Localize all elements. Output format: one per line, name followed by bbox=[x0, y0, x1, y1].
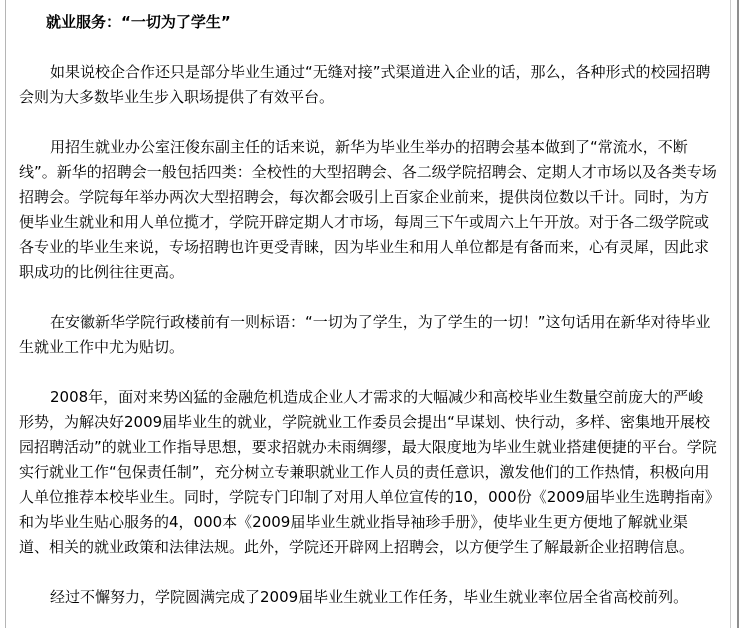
article-paragraph-5: 经过不懈努力，学院圆满完成了2009届毕业生就业工作任务，毕业生就业率位居全省高校前列。 bbox=[50, 588, 689, 606]
article-paragraph-4: 2008年，面对来势凶猛的金融危机造成企业人才需求的大幅减少和高校毕业生数量空前庞大的严峻形势，为解决好2009届毕业生的就业，学院就业工作委员会提出“早谋划、快行动，多样、密集地开展校园招聘活动”的就业工作指导思想，要求招就办未雨绸缪，最大限度地为毕业生就业搭建便捷的平台。学院实行就业工作“包保责任制”，充分树立专兼职就业工作人员的责任意识，激发他们的工作热情，积极向用人单位推荐本校毕业生。同时，学院专门印制了对用人单位宣传的10，000份《2009届毕业生选聘指南》和为毕业生贴心服务的4，000本《2009届毕业生就业指导袖珍手册》，使毕业生更方便地了解就业渠道、相关的就业政策和法律法规。此外，学院还开辟网上招聘会，以方便学生了解最新企业招聘信息。 bbox=[19, 388, 717, 556]
page-right-outer-border bbox=[737, 0, 739, 628]
page-right-inner-border bbox=[730, 0, 731, 628]
article-paragraph-1: 如果说校企合作还只是部分毕业生通过“无缝对接”式渠道进入企业的话，那么，各种形式的校园招聘会则为大多数毕业生步入职场提供了有效平台。 bbox=[19, 63, 711, 106]
page-left-border bbox=[5, 0, 6, 628]
article-paragraph-2: 用招生就业办公室汪俊东副主任的话来说，新华为毕业生举办的招聘会基本做到了“常流水，不断线”。新华的招聘会一般包括四类：全校性的大型招聘会、各二级学院招聘会、定期人才市场以及各类专场招聘会。学院每年举办两次大型招聘会，每次都会吸引上百家企业前来，提供岗位数以千计。同时，为方便毕业生就业和用人单位揽才，学院开辟定期人才市场，每周三下午或周六上午开放。对于各二级学院或各专业的毕业生来说，专场招聘也许更受青睐，因为毕业生和用人单位都是有备而来，心有灵犀，因此求职成功的比例往往更高。 bbox=[19, 138, 717, 281]
article-body bbox=[19, 10, 717, 610]
article-title: 就业服务：“一切为了学生” bbox=[46, 13, 231, 31]
article-paragraph-3: 在安徽新华学院行政楼前有一则标语：“一切为了学生，为了学生的一切！”这句话用在新华对待毕业生就业工作中尤为贴切。 bbox=[19, 313, 711, 356]
